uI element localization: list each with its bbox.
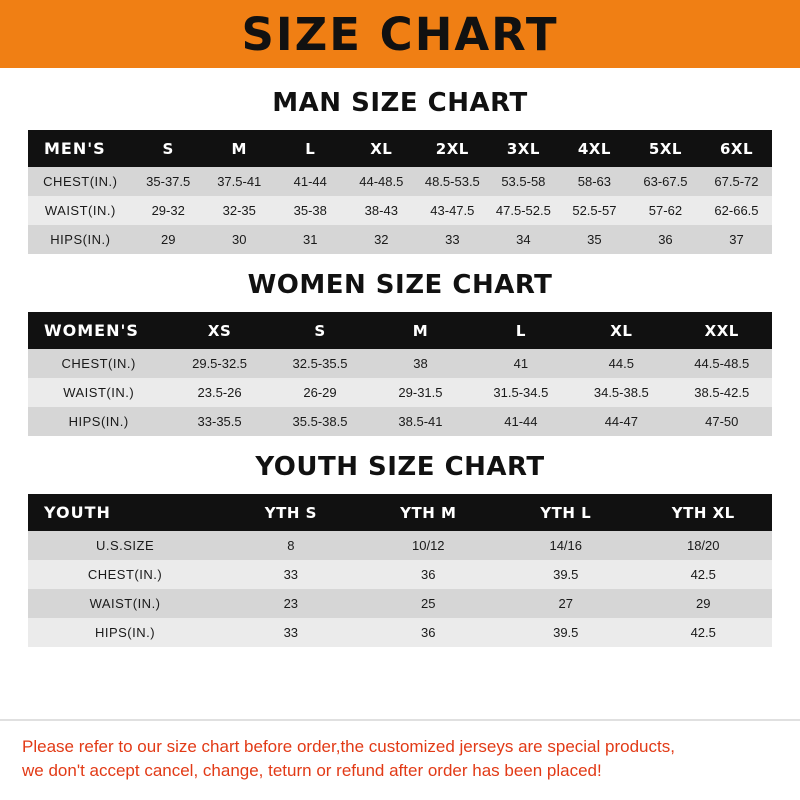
cell: 33: [222, 560, 359, 589]
cell: 38.5-42.5: [672, 378, 772, 407]
cell: 27: [497, 589, 634, 618]
table-row: [28, 349, 772, 378]
cell: 33-35.5: [169, 407, 269, 436]
cell: 39.5: [497, 560, 634, 589]
cell: 32-35: [204, 196, 275, 225]
table-youth: [28, 494, 772, 647]
section-youth: [0, 452, 800, 647]
cell: 42.5: [634, 560, 772, 589]
row-label: HIPS(IN.): [28, 618, 222, 647]
cell: 23.5-26: [169, 378, 269, 407]
cell: 10/12: [360, 531, 497, 560]
cell: 44.5: [571, 349, 671, 378]
row-label: HIPS(IN.): [28, 407, 169, 436]
cell: 41-44: [471, 407, 571, 436]
section-title-women: WOMEN SIZE CHART: [247, 270, 553, 300]
column-header: YOUTH: [28, 494, 222, 531]
table-man: [28, 130, 772, 254]
table-row: [28, 560, 772, 589]
table-row: [28, 407, 772, 436]
cell: 36: [360, 618, 497, 647]
row-label: WAIST(IN.): [28, 378, 169, 407]
cell: 35-37.5: [133, 167, 204, 196]
table-row: [28, 167, 772, 196]
column-header: WOMEN'S: [28, 312, 169, 349]
cell: 25: [360, 589, 497, 618]
cell: 53.5-58: [488, 167, 559, 196]
column-header: YTH S: [222, 494, 359, 531]
row-label: WAIST(IN.): [28, 196, 133, 225]
cell: 33: [222, 618, 359, 647]
table-row: [28, 531, 772, 560]
column-header: XL: [346, 130, 417, 167]
cell: 67.5-72: [701, 167, 772, 196]
row-label: CHEST(IN.): [28, 560, 222, 589]
cell: 44-47: [571, 407, 671, 436]
table-row: [28, 589, 772, 618]
cell: 30: [204, 225, 275, 254]
cell: 58-63: [559, 167, 630, 196]
cell: 29.5-32.5: [169, 349, 269, 378]
table-row: [28, 618, 772, 647]
column-header: 5XL: [630, 130, 701, 167]
cell: 38.5-41: [370, 407, 470, 436]
cell: 35: [559, 225, 630, 254]
cell: 33: [417, 225, 488, 254]
cell: 47-50: [672, 407, 772, 436]
row-label: U.S.SIZE: [28, 531, 222, 560]
column-header: 2XL: [417, 130, 488, 167]
row-label: WAIST(IN.): [28, 589, 222, 618]
footer-line-2: we don't accept cancel, change, teturn or refund after order has been placed!: [22, 761, 602, 781]
column-header: 6XL: [701, 130, 772, 167]
cell: 29-31.5: [370, 378, 470, 407]
cell: 8: [222, 531, 359, 560]
cell: 48.5-53.5: [417, 167, 488, 196]
row-label: CHEST(IN.): [28, 167, 133, 196]
banner: [0, 0, 800, 68]
table-row: [28, 378, 772, 407]
cell: 43-47.5: [417, 196, 488, 225]
table-header-row: [28, 312, 772, 349]
column-header: MEN'S: [28, 130, 133, 167]
column-header: 3XL: [488, 130, 559, 167]
page-title: SIZE CHART: [241, 7, 559, 61]
column-header: S: [270, 312, 370, 349]
cell: 14/16: [497, 531, 634, 560]
cell: 42.5: [634, 618, 772, 647]
row-label: HIPS(IN.): [28, 225, 133, 254]
footer-note: [0, 719, 800, 800]
cell: 47.5-52.5: [488, 196, 559, 225]
table-header-row: [28, 494, 772, 531]
column-header: XXL: [672, 312, 772, 349]
cell: 36: [630, 225, 701, 254]
section-women: [0, 270, 800, 436]
column-header: XS: [169, 312, 269, 349]
footer-line-1: Please refer to our size chart before order,the customized jerseys are special products,: [22, 736, 675, 756]
row-label: CHEST(IN.): [28, 349, 169, 378]
cell: 44-48.5: [346, 167, 417, 196]
column-header: YTH L: [497, 494, 634, 531]
cell: 57-62: [630, 196, 701, 225]
cell: 18/20: [634, 531, 772, 560]
section-man: [0, 88, 800, 254]
cell: 36: [360, 560, 497, 589]
cell: 26-29: [270, 378, 370, 407]
cell: 29: [133, 225, 204, 254]
cell: 62-66.5: [701, 196, 772, 225]
column-header: 4XL: [559, 130, 630, 167]
cell: 31.5-34.5: [471, 378, 571, 407]
column-header: M: [370, 312, 470, 349]
cell: 37: [701, 225, 772, 254]
table-header-row: [28, 130, 772, 167]
column-header: XL: [571, 312, 671, 349]
cell: 29: [634, 589, 772, 618]
cell: 34.5-38.5: [571, 378, 671, 407]
cell: 35-38: [275, 196, 346, 225]
table-row: [28, 196, 772, 225]
cell: 37.5-41: [204, 167, 275, 196]
cell: 32: [346, 225, 417, 254]
column-header: M: [204, 130, 275, 167]
cell: 38-43: [346, 196, 417, 225]
cell: 35.5-38.5: [270, 407, 370, 436]
cell: 23: [222, 589, 359, 618]
section-title-youth: YOUTH SIZE CHART: [255, 452, 545, 482]
column-header: L: [275, 130, 346, 167]
cell: 39.5: [497, 618, 634, 647]
column-header: L: [471, 312, 571, 349]
cell: 29-32: [133, 196, 204, 225]
cell: 32.5-35.5: [270, 349, 370, 378]
section-title-man: MAN SIZE CHART: [272, 88, 528, 118]
cell: 41-44: [275, 167, 346, 196]
table-row: [28, 225, 772, 254]
cell: 52.5-57: [559, 196, 630, 225]
column-header: YTH XL: [634, 494, 772, 531]
column-header: YTH M: [360, 494, 497, 531]
cell: 31: [275, 225, 346, 254]
column-header: S: [133, 130, 204, 167]
cell: 44.5-48.5: [672, 349, 772, 378]
cell: 41: [471, 349, 571, 378]
table-women: [28, 312, 772, 436]
cell: 34: [488, 225, 559, 254]
cell: 38: [370, 349, 470, 378]
cell: 63-67.5: [630, 167, 701, 196]
